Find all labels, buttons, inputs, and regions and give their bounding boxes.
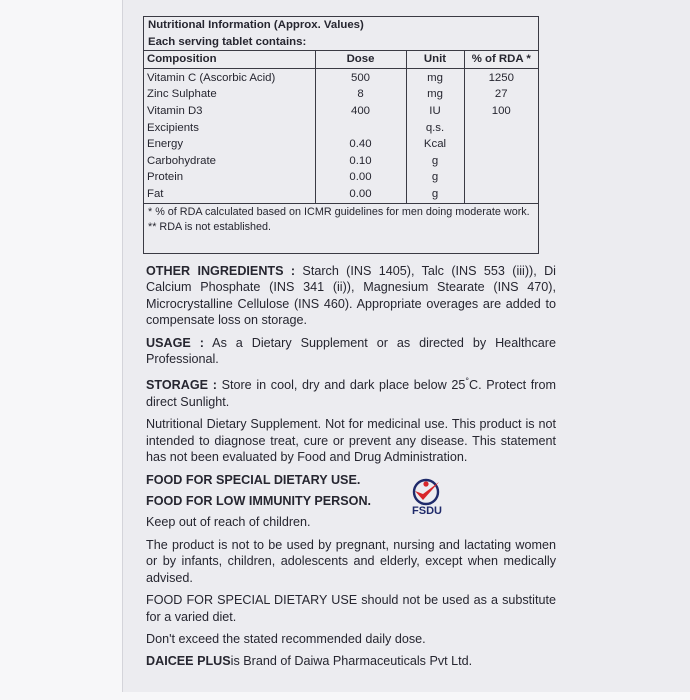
fsdu-logo-text: FSDU <box>412 505 442 517</box>
cell-dose: 500 <box>315 68 406 86</box>
cell-unit: Kcal <box>406 136 464 153</box>
nutrition-info-box <box>143 16 539 254</box>
cell-dose: 0.00 <box>315 186 406 203</box>
warning-children: Keep out of reach of children. <box>146 515 311 530</box>
food-special-dietary: FOOD FOR SPECIAL DIETARY USE. <box>146 472 361 487</box>
cell-dose: 0.40 <box>315 136 406 153</box>
cell-composition: Vitamin C (Ascorbic Acid) <box>144 68 315 86</box>
table-row <box>144 68 538 86</box>
table-row <box>144 120 538 137</box>
cell-unit: mg <box>406 86 464 103</box>
usage-label: USAGE : <box>146 335 204 350</box>
storage-label: STORAGE : <box>146 378 217 393</box>
storage-text-before: Store in cool, dry and dark place below 25 <box>216 378 466 393</box>
cell-composition: Protein <box>144 169 315 186</box>
cell-rda <box>464 169 538 186</box>
column-header-unit: Unit <box>406 51 464 69</box>
cell-unit: mg <box>406 68 464 86</box>
warning-pregnant: The product is not to be used by pregnant, nursing and lactating women or by infants, children, adolescents and elderly, except when medically advised. <box>146 537 556 585</box>
cell-composition: Fat <box>144 186 315 203</box>
cell-unit: g <box>406 186 464 203</box>
food-low-immunity: FOOD FOR LOW IMMUNITY PERSON. <box>146 494 372 509</box>
cell-composition: Carbohydrate <box>144 153 315 170</box>
storage-text-after: C. Protect from direct Sunlight. <box>146 378 556 410</box>
table-row <box>144 86 538 103</box>
column-header-composition: Composition <box>144 51 315 69</box>
storage <box>146 373 556 410</box>
cell-unit: g <box>406 169 464 186</box>
usage <box>146 335 556 368</box>
cell-unit: IU <box>406 103 464 120</box>
cell-dose: 0.10 <box>315 153 406 170</box>
cell-composition: Energy <box>144 136 315 153</box>
table-row <box>144 169 538 186</box>
footnote-rda: * % of RDA calculated based on ICMR guidelines for men doing moderate work. <box>148 205 530 218</box>
brand-line <box>146 653 556 669</box>
cell-dose: 400 <box>315 103 406 120</box>
cell-unit: g <box>406 153 464 170</box>
cell-rda <box>464 120 538 137</box>
cell-dose: 8 <box>315 86 406 103</box>
footnote-not-established: ** RDA is not established. <box>148 220 272 233</box>
table-row <box>144 103 538 120</box>
column-header-dose: Dose <box>315 51 406 69</box>
nutrition-subtitle: Each serving tablet contains: <box>148 35 307 48</box>
other-ingredients-text: Starch (INS 1405), Talc (INS 553 (iii)), Di Calcium Phosphate (INS 341 (ii)), Magnesium Stearate (INS 470), Microcrystalline Cellulose (INS 460). Appropriate overages are added to compensate loss on storage. <box>146 264 556 328</box>
usage-text: As a Dietary Supplement or as directed by Healthcare Professional. <box>146 335 556 367</box>
cell-dose <box>315 120 406 137</box>
cell-composition: Vitamin D3 <box>144 103 315 120</box>
other-ingredients <box>146 263 556 329</box>
other-ingredients-label: OTHER INGREDIENTS : <box>146 264 296 278</box>
table-row <box>144 153 538 170</box>
column-header-rda: % of RDA * <box>464 51 538 69</box>
brand-name: DAICEE PLUS <box>146 654 231 669</box>
table-row <box>144 136 538 153</box>
cell-rda: 1250 <box>464 68 538 86</box>
label-text <box>146 263 556 676</box>
cell-dose: 0.00 <box>315 169 406 186</box>
cell-rda <box>464 153 538 170</box>
cell-composition: Excipients <box>144 120 315 137</box>
cell-rda <box>464 186 538 203</box>
cell-rda <box>464 136 538 153</box>
warning-substitute: FOOD FOR SPECIAL DIETARY USE should not be used as a substitute for a varied diet. <box>146 593 556 624</box>
brand-text: is Brand of Daiwa Pharmaceuticals Pvt Ltd. <box>230 654 473 669</box>
cell-composition: Zinc Sulphate <box>144 86 315 103</box>
nutrition-footnotes <box>144 203 538 235</box>
disclaimer: Nutritional Dietary Supplement. Not for medicinal use. This product is not intended to diagnose treat, cure or prevent any disease. This statement has not been evaluated by Food and Drug Administration. <box>146 417 556 465</box>
storage-degree: ° <box>465 376 469 387</box>
table-header-row <box>144 51 538 69</box>
cell-unit: q.s. <box>406 120 464 137</box>
cell-rda: 27 <box>464 86 538 103</box>
nutrition-title: Nutritional Information (Approx. Values) <box>148 19 364 31</box>
cell-rda: 100 <box>464 103 538 120</box>
nutrition-table <box>144 50 538 202</box>
table-row <box>144 186 538 203</box>
warning-dose: Don't exceed the stated recommended daily dose. <box>146 631 426 646</box>
